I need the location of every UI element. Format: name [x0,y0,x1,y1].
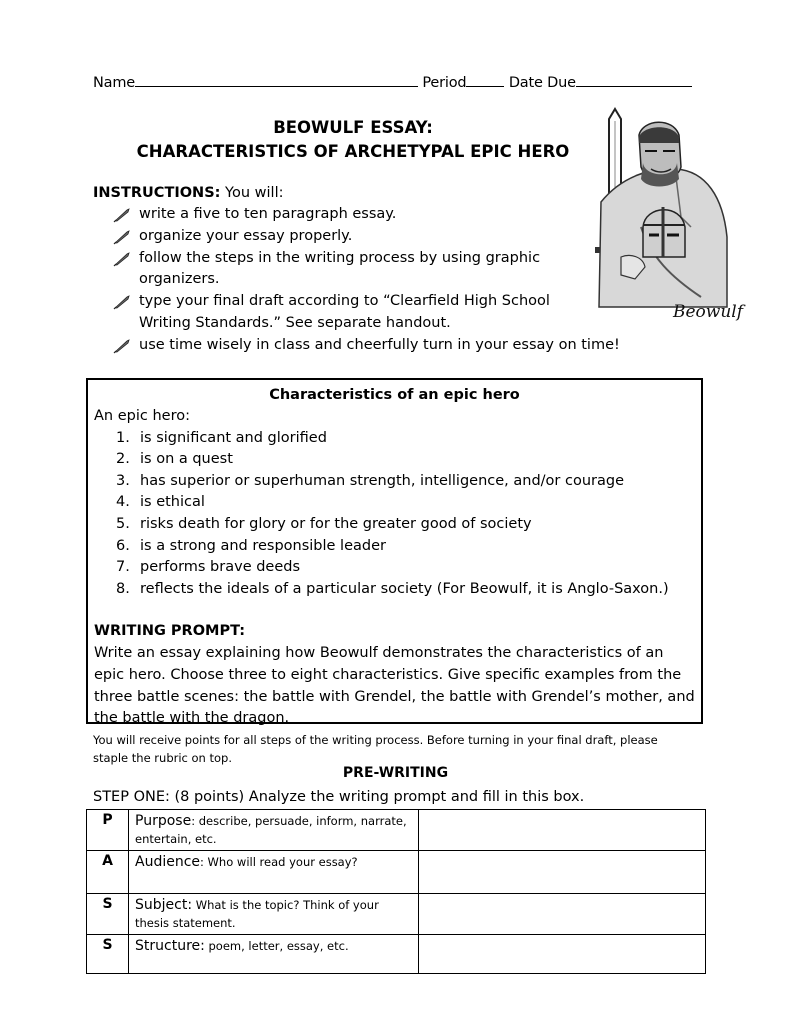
beowulf-illustration [581,107,744,325]
page-title: BEOWULF ESSAY: [273,118,433,137]
list-item: 8. reflects the ideals of a particular society (For Beowulf, it is Anglo-Saxon.) [116,580,669,597]
row-description: Subject: What is the topic? Think of your thesis statement. [129,894,419,935]
table-row [87,935,706,974]
instruction-item: use time wisely in class and cheerfully turn in your essay on time! [93,335,699,357]
date-due-blank[interactable] [576,72,692,87]
illustration-caption: Beowulf [673,302,744,322]
table-row [87,851,706,894]
row-letter: A [87,851,129,894]
quill-pen-icon [113,229,131,245]
purpose-answer-cell[interactable] [419,810,706,851]
subject-answer-cell[interactable] [419,894,706,935]
instruction-item: follow the steps in the writing process by using graphic organizers. [93,248,559,292]
row-letter: S [87,935,129,974]
list-item: 7. performs brave deeds [116,559,301,576]
date-due-label: Date Due [508,75,576,91]
points-note: You will receive points for all steps of the writing process. Before turning in your final draft, please staple the rubric on top. [93,733,658,765]
name-label: Name [93,75,135,91]
row-description: Audience: Who will read your essay? [129,851,419,894]
quill-pen-icon [113,294,131,310]
prewriting-heading: PRE-WRITING [342,765,449,781]
instructions-label: INSTRUCTIONS: [93,185,221,201]
list-item: 1. is significant and glorified [116,429,327,446]
instruction-item: organize your essay properly. [93,226,633,248]
characteristics-box [86,378,703,727]
period-label: Period [422,75,467,91]
characteristics-title: Characteristics of an epic hero [269,387,520,403]
list-item: 4. is ethical [116,494,205,511]
row-letter: S [87,894,129,935]
header-fields [93,72,713,91]
row-description: Purpose: describe, persuade, inform, narrate, entertain, etc. [129,810,419,851]
page-subtitle: CHARACTERISTICS OF ARCHETYPAL EPIC HERO [136,142,570,161]
instruction-item: type your final draft according to “Clearfield High School Writing Standards.” See separate handout. [93,291,579,335]
writing-prompt-text: Write an essay explaining how Beowulf demonstrates the characteristics of an epic hero. Choose three to eight characteristics. Give specific examples from the three battle scenes: the battle with Grendel, the battle with Grendel’s mother, and the battle with the dragon. [94,644,695,727]
structure-answer-cell[interactable] [419,935,706,974]
name-blank[interactable] [135,72,418,87]
instruction-item: write a five to ten paragraph essay. [93,204,633,226]
step-one-instruction: STEP ONE: (8 points) Analyze the writing prompt and fill in this box. [93,789,585,805]
instructions-list [93,204,633,357]
characteristics-list [94,428,695,601]
list-item: 3. has superior or superhuman strength, intelligence, and/or courage [116,472,624,489]
characteristics-intro: An epic hero: [94,408,190,424]
writing-prompt-label: WRITING PROMPT: [94,623,245,640]
table-row [87,894,706,935]
list-item: 5. risks death for glory or for the greater good of society [116,515,532,532]
instructions-intro: You will: [225,185,284,201]
row-description: Structure: poem, letter, essay, etc. [129,935,419,974]
instructions-section [93,185,633,357]
row-letter: P [87,810,129,851]
quill-pen-icon [113,207,131,223]
quill-pen-icon [113,251,131,267]
list-item: 6. is a strong and responsible leader [116,537,386,554]
list-item: 2. is on a quest [116,451,233,468]
quill-pen-icon [113,338,131,354]
paps-table [86,809,706,974]
table-row [87,810,706,851]
period-blank[interactable] [466,72,504,87]
audience-answer-cell[interactable] [419,851,706,894]
